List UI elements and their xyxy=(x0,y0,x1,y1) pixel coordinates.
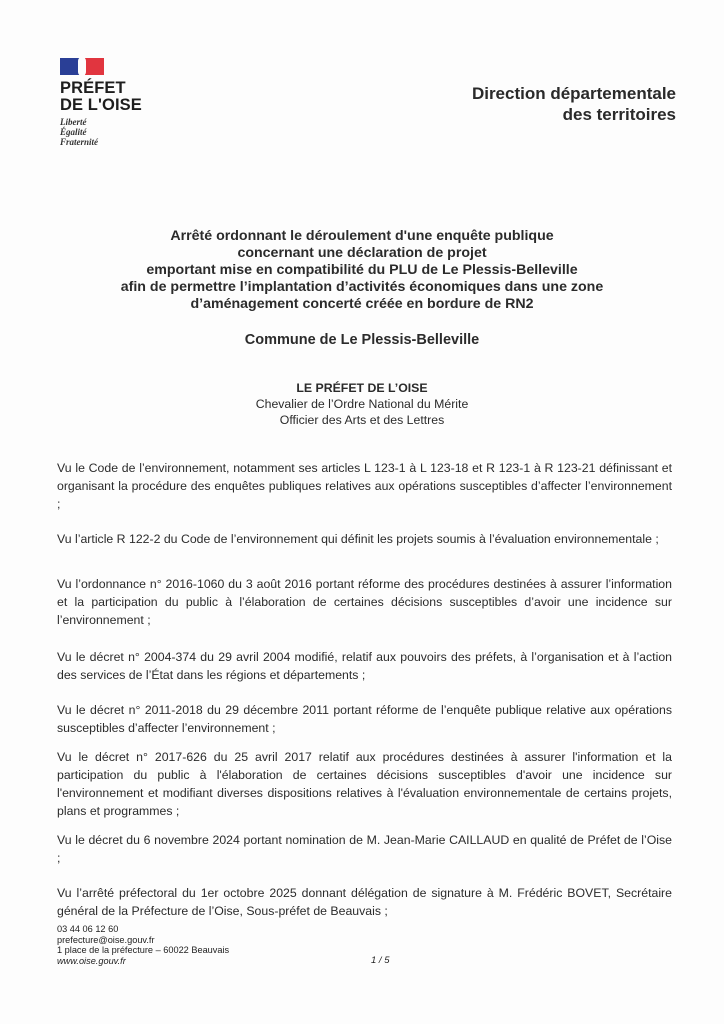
prefet-block xyxy=(0,380,724,428)
prefet-title: Chevalier de l’Ordre National du Mérite xyxy=(255,397,469,411)
prefecture-logo xyxy=(60,57,142,147)
visa-paragraph: Vu le décret n° 2011-2018 du 29 décembre 2011 portant réforme de l’enquête publique relative aux opérations susceptibles d’affecter l’environnement ; xyxy=(57,703,672,735)
visa-paragraph: Vu l’arrêté préfectoral du 1er octobre 2025 donnant délégation de signature à M. Frédéric BOVET, Secrétaire général de la Préfecture de l’Oise, Sous-préfet de Beauvais ; xyxy=(57,886,672,918)
commune-heading: Commune de Le Plessis-Belleville xyxy=(244,332,480,348)
visa-paragraph: Vu l’ordonnance n° 2016-1060 du 3 août 2016 portant réforme des procédures destinées à assurer l’information et la participation du public à l’élaboration de certaines décisions susceptibles d’avoir une incidence sur l’environnement ; xyxy=(57,577,672,627)
decree-title: Arrêté ordonnant le déroulement d'une enquête publique concernant une déclaration de projet emportant mise en compatibilité du PLU de Le Plessis-Belleville afin de permettre l’implantation d’activités économiques dans une zone d’aménagement concerté créée en bordure de RN2 xyxy=(120,228,604,312)
footer-phone: 03 44 06 12 60 xyxy=(57,924,119,934)
visa-paragraph: Vu le décret n° 2004-374 du 29 avril 2004 modifié, relatif aux pouvoirs des préfets, à l’organisation et à l’action des services de l’État dans les régions et départements ; xyxy=(57,650,672,682)
page-number: 1 / 5 xyxy=(371,955,390,966)
footer-email[interactable]: prefecture@oise.gouv.fr xyxy=(57,934,155,945)
marianne-flag-icon xyxy=(60,57,104,76)
prefet-title: Officier des Arts et des Lettres xyxy=(279,413,445,427)
contact-footer xyxy=(57,924,229,966)
visa-paragraph: Vu le décret du 6 novembre 2024 portant nomination de M. Jean-Marie CAILLAUD en qualité de Préfet de l’Oise ; xyxy=(57,833,672,865)
footer-address: 1 place de la préfecture – 60022 Beauvais xyxy=(57,945,230,955)
logo-title: PRÉFET DE L'OISE xyxy=(60,79,142,114)
republic-motto: Liberté Égalité Fraternité xyxy=(60,117,99,147)
visa-paragraph: Vu le Code de l’environnement, notamment ses articles L 123-1 à L 123-18 et R 123-1 à R 123-21 définissant et organisant la procédure des enquêtes publiques relatives aux opérations susceptibles d’affecter l’environnement ; xyxy=(57,461,672,511)
issuing-direction: Direction départementale des territoires xyxy=(471,84,676,124)
visa-paragraph: Vu l’article R 122-2 du Code de l’environnement qui définit les projets soumis à l’évaluation environnementale ; xyxy=(57,532,659,546)
prefet-name: LE PRÉFET DE L’OISE xyxy=(296,381,428,395)
visa-paragraph: Vu le décret n° 2017-626 du 25 avril 2017 relatif aux procédures destinées à assurer l'information et la participation du public à l'élaboration de certaines décisions susceptibles d'avoir une incidence sur l'environnement et modifiant diverses dispositions relatives à l'évaluation environnementale de certains projets, plans et programmes ; xyxy=(57,750,672,818)
footer-website-link[interactable]: www.oise.gouv.fr xyxy=(57,955,126,966)
